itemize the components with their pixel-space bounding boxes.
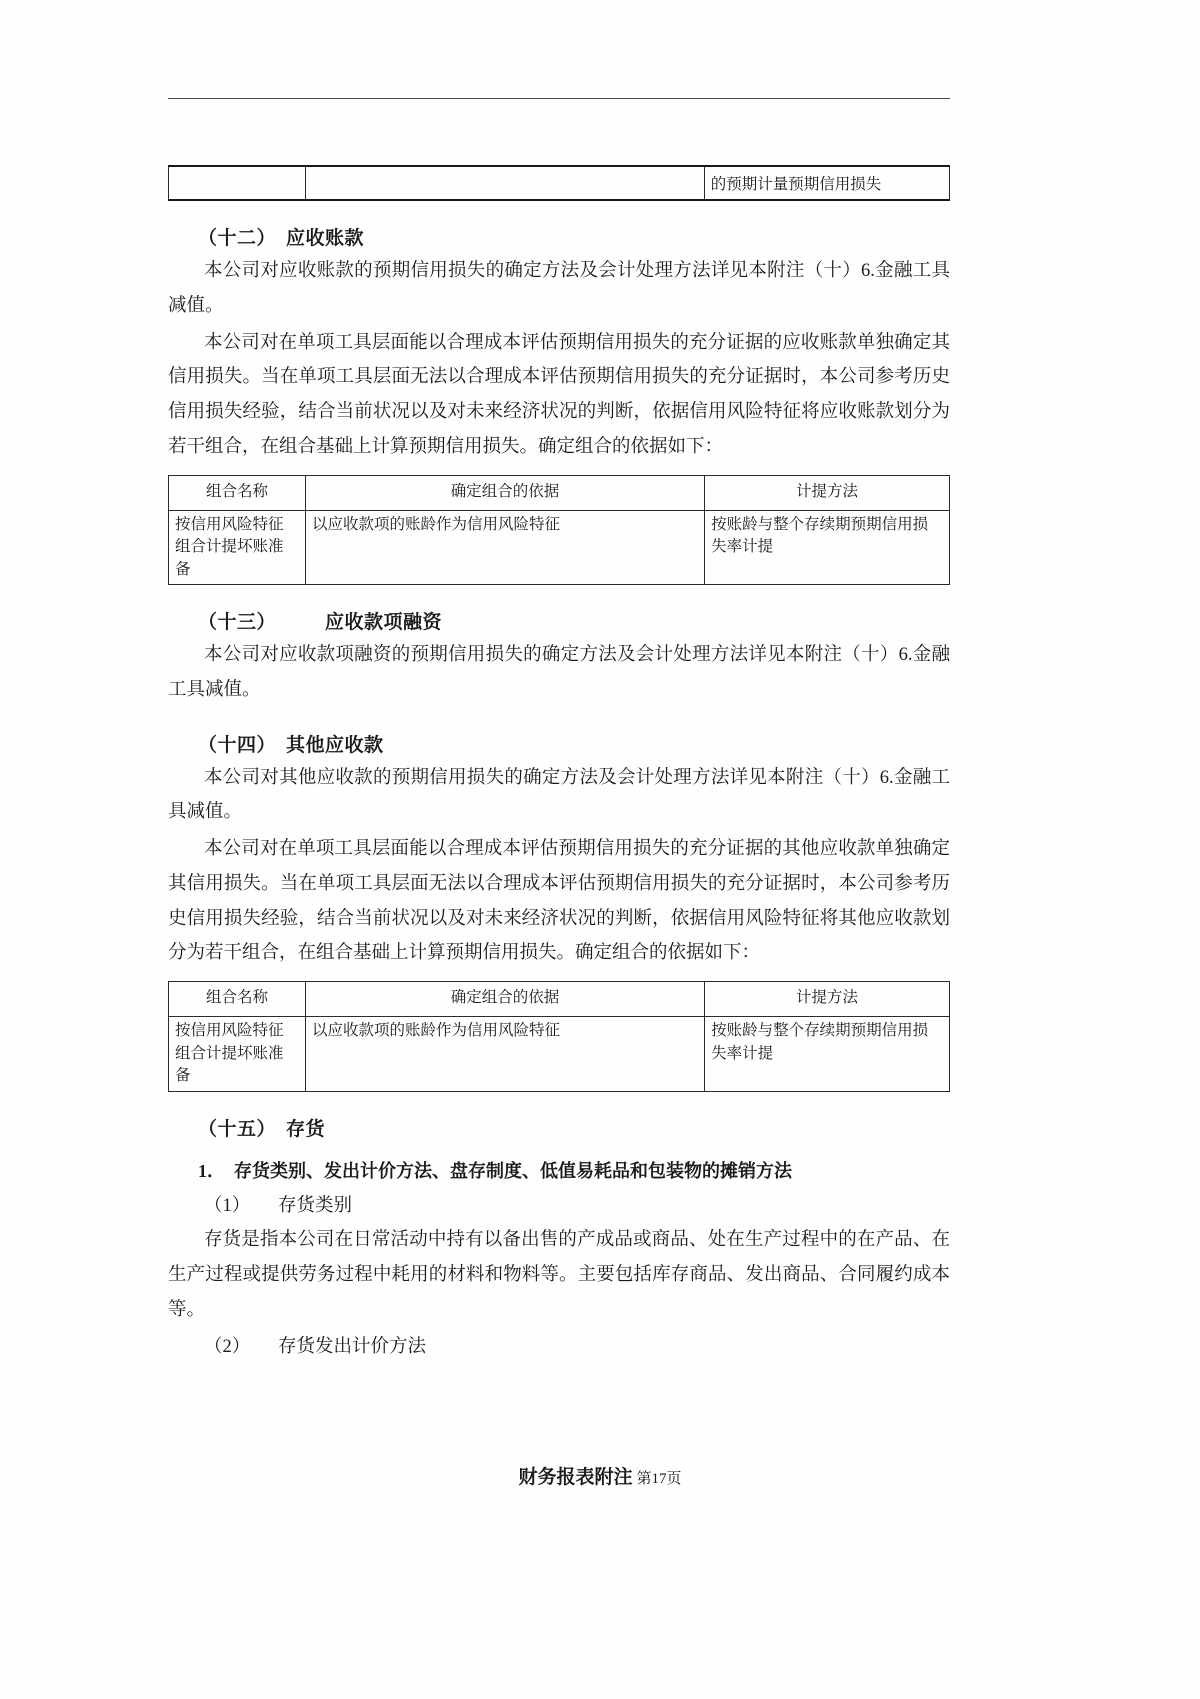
continuation-table	[168, 165, 950, 201]
table-row	[169, 166, 950, 200]
section-14-table-wrap	[168, 981, 950, 1091]
section-12-table-wrap	[168, 475, 950, 585]
cell-name: 按信用风险特征组合计提坏账准备	[169, 1017, 306, 1091]
cell-method: 按账龄与整个存续期预期信用损失率计提	[705, 1017, 950, 1091]
section-heading-13: （十三） 应收款项融资	[198, 612, 443, 633]
table-row	[169, 510, 950, 584]
section-15-item-1-body: 存货是指本公司在日常活动中持有以备出售的产成品或商品、处在生产过程中的在产品、在生产过程或提供劳务过程中耗用的材料和物料等。主要包括库存商品、发出商品、合同履约成本等。	[168, 1230, 950, 1320]
section-15-item-2-label: （2） 存货发出计价方法	[204, 1336, 427, 1357]
table-row	[169, 1017, 950, 1091]
cell-basis: 以应收款项的账龄作为信用风险特征	[305, 510, 704, 584]
section-12-paragraph-2: 本公司对在单项工具层面能以合理成本评估预期信用损失的充分证据的应收账款单独确定其信用损失。当在单项工具层面无法以合理成本评估预期信用损失的充分证据时，本公司参考历史信用损失经验，结合当前状况以及对未来经济状况的判断，依据信用风险特征将应收账款划分为若干组合，在组合基础上计算预期信用损失。确定组合的依据如下：	[168, 332, 950, 457]
page-content	[168, 98, 950, 1364]
section-13-paragraph-1: 本公司对应收款项融资的预期信用损失的确定方法及会计处理方法详见本附注（十）6.金融工具减值。	[168, 645, 950, 700]
col-header-name: 组合名称	[169, 475, 306, 510]
continuation-cell-2	[305, 166, 704, 200]
cell-method: 按账龄与整个存续期预期信用损失率计提	[705, 510, 950, 584]
section-14-paragraph-1: 本公司对其他应收款的预期信用损失的确定方法及会计处理方法详见本附注（十）6.金融工具减值。	[168, 767, 950, 823]
col-header-method: 计提方法	[705, 982, 950, 1017]
table-header-row	[169, 475, 950, 510]
col-header-name: 组合名称	[169, 982, 306, 1017]
combination-basis-table-2	[168, 981, 950, 1091]
col-header-basis: 确定组合的依据	[305, 475, 704, 510]
footer-title: 财务报表附注	[518, 1467, 633, 1488]
col-header-basis: 确定组合的依据	[305, 982, 704, 1017]
continuation-cell-3: 的预期计量预期信用损失	[704, 166, 949, 200]
header-rule	[168, 98, 950, 99]
cell-basis: 以应收款项的账龄作为信用风险特征	[305, 1017, 704, 1091]
section-15-item-1-label: （1） 存货类别	[204, 1195, 353, 1216]
section-14-paragraph-2: 本公司对在单项工具层面能以合理成本评估预期信用损失的充分证据的其他应收款单独确定其信用损失。当在单项工具层面无法以合理成本评估预期信用损失的充分证据时，本公司参考历史信用损失经验，结合当前状况以及对未来经济状况的判断，依据信用风险特征将其他应收款划分为若干组合，在组合基础上计算预期信用损失。确定组合的依据如下：	[168, 839, 950, 964]
col-header-method: 计提方法	[705, 475, 950, 510]
section-heading-14: （十四） 其他应收款	[198, 734, 384, 756]
table-header-row	[169, 982, 950, 1017]
page-footer	[0, 1462, 1200, 1489]
section-heading-12: （十二） 应收账款	[198, 228, 365, 249]
section-heading-15: （十五） 存货	[198, 1118, 326, 1140]
page-number: 第17页	[636, 1471, 682, 1487]
cell-name: 按信用风险特征组合计提坏账准备	[169, 510, 306, 584]
continuation-cell-1	[169, 166, 306, 200]
section-15-subheading: 1． 存货类别、发出计价方法、盘存制度、低值易耗品和包装物的摊销方法	[198, 1160, 792, 1181]
section-12-paragraph-1: 本公司对应收账款的预期信用损失的确定方法及会计处理方法详见本附注（十）6.金融工具减值。	[168, 261, 950, 316]
combination-basis-table-1	[168, 475, 950, 585]
